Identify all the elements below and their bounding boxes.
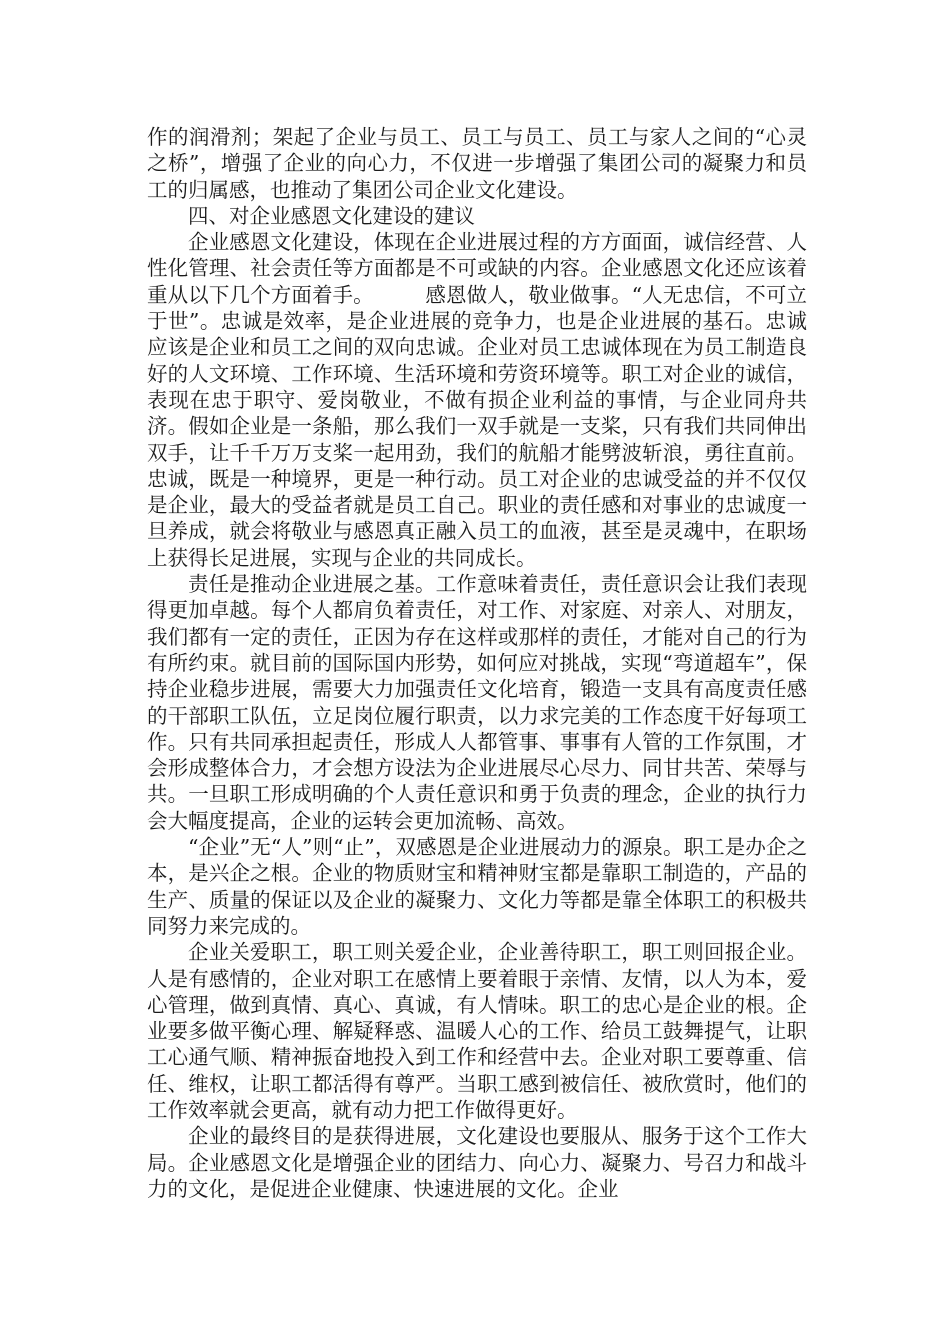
paragraph: 企业关爱职工，职工则关爱企业，企业善待职工，职工则回报企业。人是有感情的，企业对职工在感情上要着眼于亲情、友情，以人为本，爱心管理，做到真情、真心、真诚，有人情味。职工的忠心是企业的根。企业要多做平衡心理、解疑释惑、温暖人心的工作、给员工鼓舞提气，让职工心通气顺、精神振奋地投入到工作和经营中去。企业对职工要尊重、信任、维权，让职工都活得有尊严。当职工感到被信任、被欣赏时，他们的工作效率就会更高，就有动力把工作做得更好。 <box>147 940 807 1122</box>
paragraph: 企业的最终目的是获得进展，文化建设也要服从、服务于这个工作大局。企业感恩文化是增强企业的团结力、向心力、凝聚力、号召力和战斗力的文化，是促进企业健康、快速进展的文化。企业 <box>147 1124 807 1201</box>
paragraph: 责任是推动企业进展之基。工作意味着责任，责任意识会让我们表现得更加卓越。每个人都肩负着责任，对工作、对家庭、对亲人、对朋友，我们都有一定的责任，正因为存在这样或那样的责任，才能对自己的行为有所约束。就目前的国际国内形势，如何应对挑战，实现“弯道超车”，保持企业稳步进展，需要大力加强责任文化培育，锻造一支具有高度责任感的干部职工队伍，立足岗位履行职责，以力求完美的工作态度干好每项工作。只有共同承担起责任，形成人人都管事、事事有人管的工作氛围，才会形成整体合力，才会想方设法为企业进展尽心尽力、同甘共苦、荣辱与共。一旦职工形成明确的个人责任意识和勇于负责的理念，企业的执行力会大幅度提高，企业的运转会更加流畅、高效。 <box>147 572 807 833</box>
section-heading: 四、对企业感恩文化建设的建议 <box>188 203 475 228</box>
paragraph: “企业”无“人”则“止”，双感恩是企业进展动力的源泉。职工是办企之本，是兴企之根。企业的物质财宝和精神财宝都是靠职工制造的，产品的生产、质量的保证以及企业的凝聚力、文化力等都是靠全体职工的积极共同努力来完成的。 <box>147 835 807 938</box>
paragraph-continuation: 作的润滑剂；架起了企业与员工、员工与员工、员工与家人之间的“心灵之桥”，增强了企业的向心力，不仅进一步增强了集团公司的凝聚力和员工的归属感，也推动了集团公司企业文化建设。 <box>147 125 807 202</box>
document-body <box>147 124 807 1202</box>
paragraph: 企业感恩文化建设，体现在企业进展过程的方方面面，诚信经营、人性化管理、社会责任等方面都是不可或缺的内容。企业感恩文化还应该着重从以下几个方面着手。 感恩做人，敬业做事。“人无忠信，不可立于世”。忠诚是效率，是企业进展的竞争力，也是企业进展的基石。忠诚应该是企业和员工之间的双向忠诚。企业对员工忠诚体现在为员工制造良好的人文环境、工作环境、生活环境和劳资环境等。职工对企业的诚信，表现在忠于职守、爱岗敬业，不做有损企业利益的事情，与企业同舟共济。假如企业是一条船，那么我们一双手就是一支桨，只有我们共同伸出双手，让千千万万支桨一起用劲，我们的航船才能劈波斩浪，勇往直前。忠诚，既是一种境界，更是一种行动。员工对企业的忠诚受益的并不仅仅是企业，最大的受益者就是员工自己。职业的责任感和对事业的忠诚度一旦养成，就会将敬业与感恩真正融入员工的血液，甚至是灵魂中，在职场上获得长足进展，实现与企业的共同成长。 <box>147 230 807 570</box>
